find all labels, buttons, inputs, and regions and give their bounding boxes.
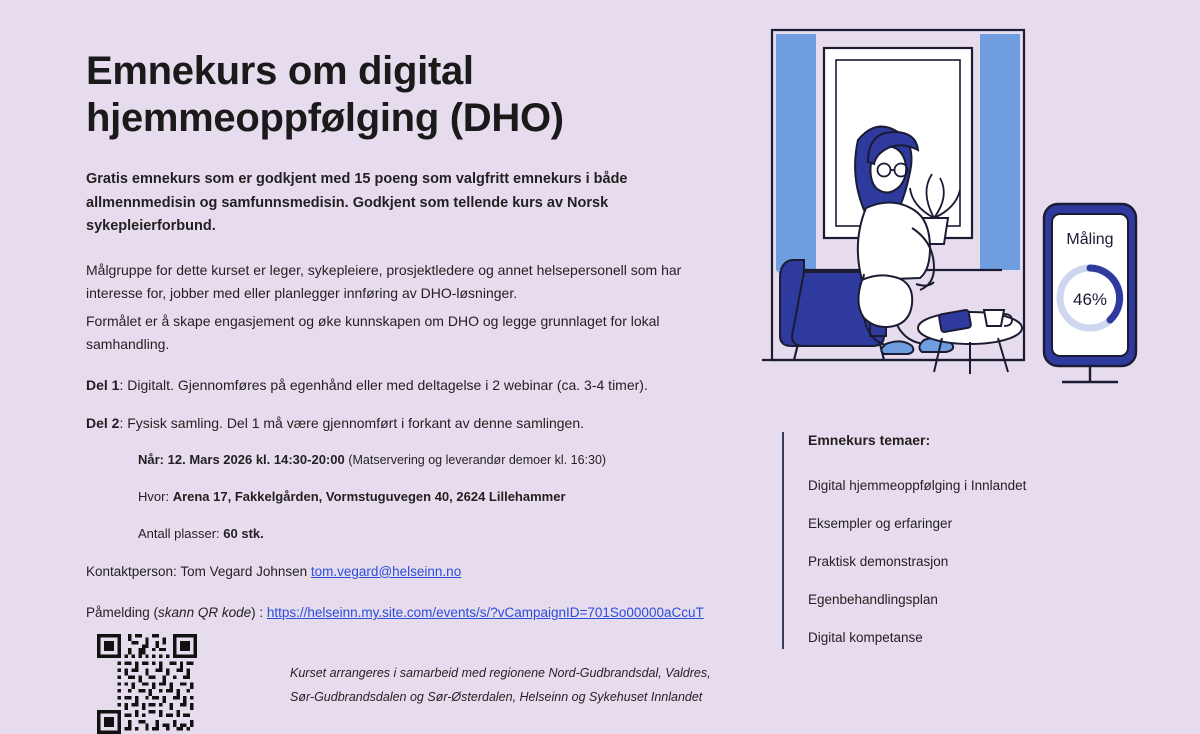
- signup-middle: ) :: [251, 605, 267, 621]
- qr-and-footnote: [86, 634, 746, 734]
- when-row: [86, 450, 746, 471]
- contact-prefix: Kontaktperson: Tom Vegard Johnsen: [86, 563, 311, 579]
- part-two-row: [86, 412, 746, 434]
- signup-prefix: Påmelding (: [86, 605, 159, 621]
- theme-item: Eksempler og erfaringer: [808, 515, 953, 531]
- contact-email-link[interactable]: tom.vegard@helseinn.no: [310, 563, 462, 579]
- woman-at-window-illustration: [762, 22, 1162, 412]
- lead-paragraph: Gratis emnekurs som er godkjent med 15 poeng som valgfritt emnekurs i både allmennmedisin og samfunnsmedisin. Godkjent som tellende kurs av Norsk sykepleierforbund.: [86, 171, 628, 235]
- part-two-label: Del 2: [86, 414, 120, 431]
- phone-measure-label: Måling: [1066, 231, 1114, 248]
- theme-item: Digital kompetanse: [808, 629, 923, 645]
- qr-code-icon[interactable]: [88, 634, 206, 734]
- theme-item: Praktisk demonstrasjon: [808, 553, 949, 569]
- footnote-line-2: Sør-Gudbrandsdalen og Sør-Østerdalen, Helseinn og Sykehuset Innlandet: [290, 689, 703, 704]
- footnote-line-1: Kurset arrangeres i samarbeid med regionene Nord-Gudbrandsdal, Valdres,: [290, 665, 711, 680]
- part-two-text: : Fysisk samling. Del 1 må være gjennomført i forkant av denne samlingen.: [119, 414, 584, 431]
- footnote: [290, 662, 711, 710]
- seats-row: [86, 524, 746, 545]
- signup-italic-hint: skann QR kode: [158, 605, 252, 621]
- illustration: [762, 22, 1162, 412]
- target-audience-paragraph: Målgruppe for dette kurset er leger, sykepleiere, prosjektledere og annet helsepersonell som har interesse for, jobber med eller planlegger innføring av DHO-løsninger.: [86, 261, 682, 301]
- when-label: Når:: [138, 452, 165, 468]
- signup-url-link[interactable]: https://helseinn.my.site.com/events/s/?vCampaignID=701So00000aCcuT: [266, 605, 704, 621]
- part-one-row: [86, 374, 746, 396]
- part-one-text: : Digitalt. Gjennomføres på egenhånd eller med deltagelse i 2 webinar (ca. 3-4 timer).: [119, 376, 648, 393]
- contact-row: [86, 561, 746, 583]
- when-note: (Matservering og leverandør demoer kl. 16:30): [348, 453, 607, 468]
- when-value: 12. Mars 2026 kl. 14:30-20:00: [167, 452, 345, 468]
- themes-title: Emnekurs temaer:: [808, 432, 931, 448]
- where-label: Hvor:: [138, 489, 170, 505]
- themes-panel: [782, 432, 1138, 649]
- phone-measure-value: 46%: [1072, 290, 1108, 309]
- purpose-paragraph: Formålet er å skape engasjement og øke kunnskapen om DHO og legge grunnlaget for lokal samhandling.: [86, 313, 660, 352]
- page-title: Emnekurs om digital hjemmeoppfølging (DHO): [86, 49, 564, 141]
- seats-value: 60 stk.: [223, 525, 264, 541]
- where-value: Arena 17, Fakkelgården, Vormstuguvegen 40, 2624 Lillehammer: [172, 489, 566, 505]
- signup-row: [86, 602, 746, 624]
- seats-label: Antall plasser:: [138, 525, 220, 541]
- theme-item: Egenbehandlingsplan: [808, 591, 938, 607]
- part-one-label: Del 1: [86, 376, 120, 393]
- theme-item: Digital hjemmeoppfølging i Innlandet: [808, 478, 1027, 493]
- where-row: [86, 487, 746, 508]
- content-column: [86, 48, 746, 734]
